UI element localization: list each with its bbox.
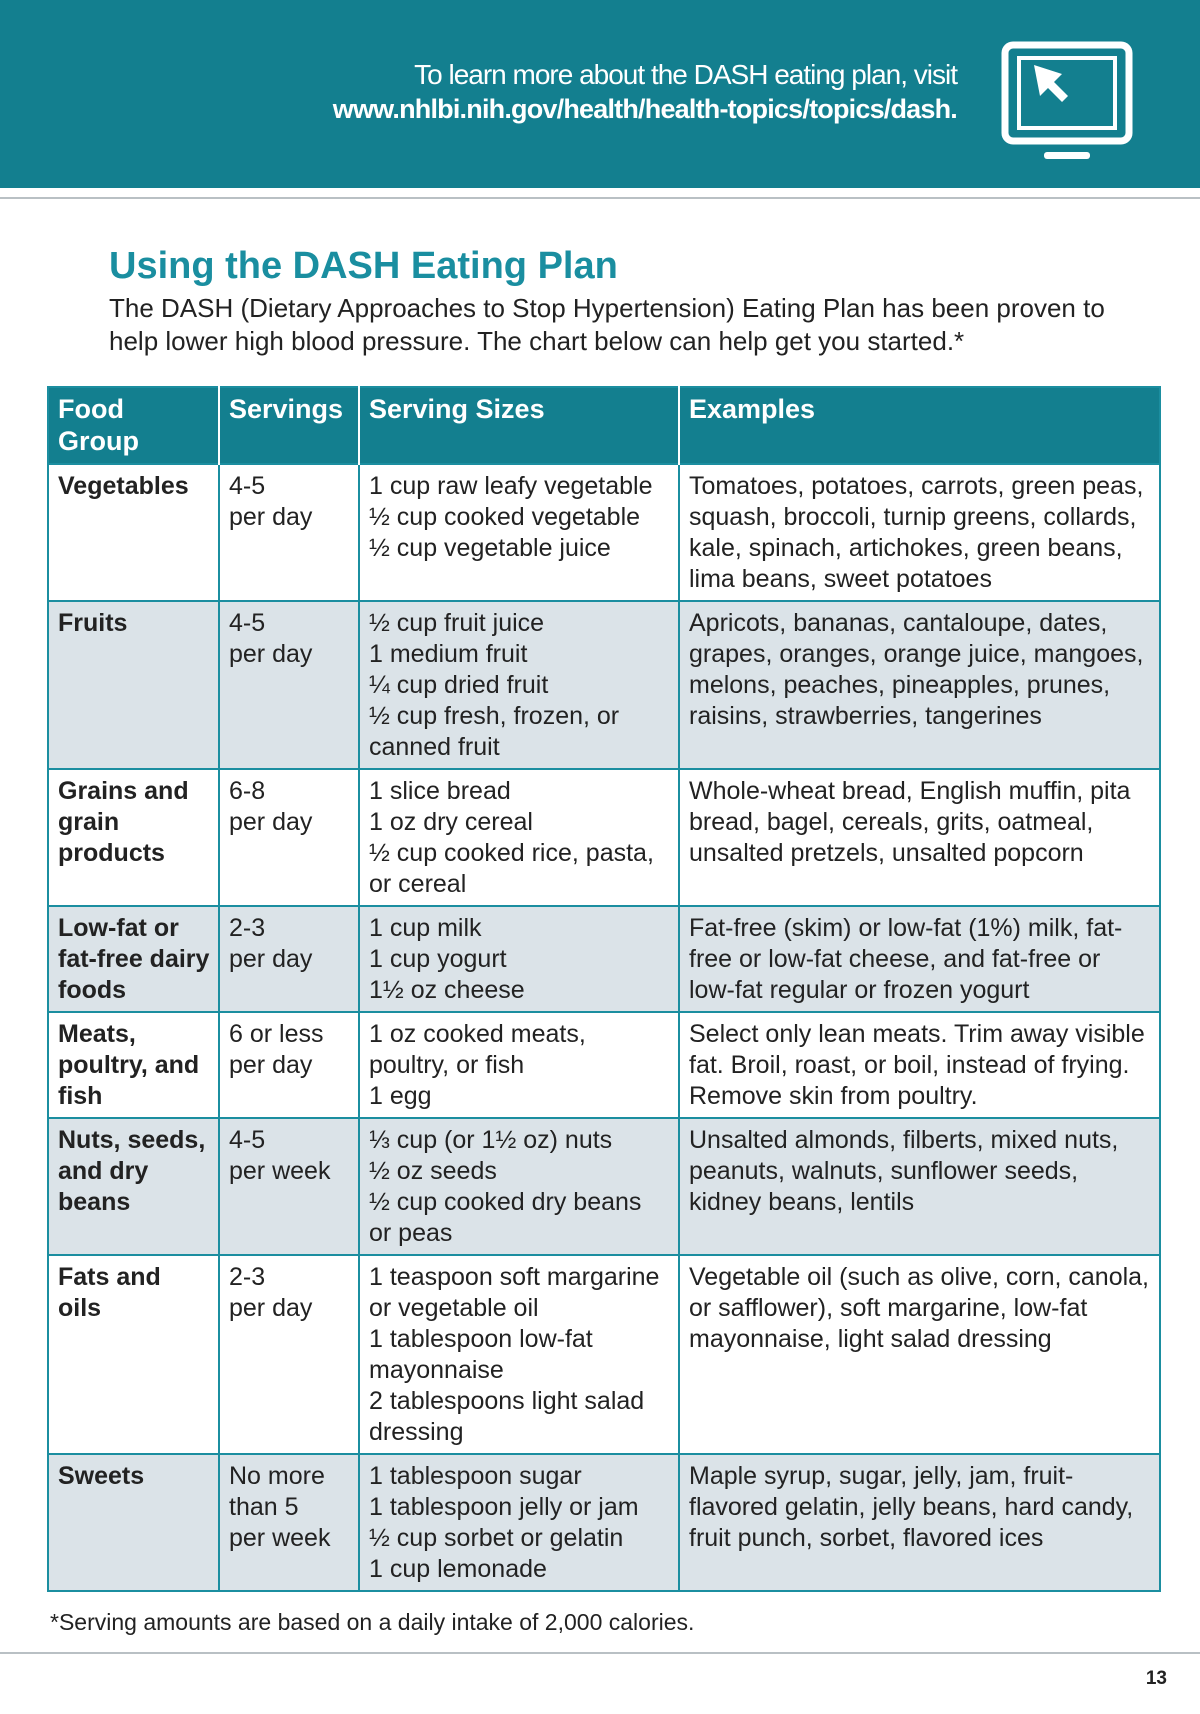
- servings-line: per week: [229, 1524, 331, 1552]
- servings-line: per day: [229, 1294, 313, 1322]
- serving-size-item: 1 tablespoon low-fat mayonnaise: [369, 1325, 593, 1384]
- column-header-servings: Servings: [219, 387, 359, 464]
- serving-size-item: 1 teaspoon soft margarine or vegetable oil: [369, 1263, 660, 1322]
- servings-line: per day: [229, 503, 313, 531]
- servings-cell: [219, 1255, 359, 1454]
- servings-cell: [219, 601, 359, 769]
- serving-size-item: 2 tablespoons light salad dressing: [369, 1387, 645, 1446]
- servings-cell: [219, 1454, 359, 1591]
- food-group-cell: Meats, poultry, and fish: [48, 1012, 219, 1118]
- table-row: [48, 601, 1160, 769]
- header-line-1: To learn more about the DASH eating plan, visit: [414, 59, 957, 90]
- servings-line: 2-3: [229, 914, 266, 942]
- serving-sizes-cell: [359, 1255, 679, 1454]
- servings-line: than 5: [229, 1493, 299, 1521]
- serving-size-item: ½ cup cooked rice, pasta, or cereal: [369, 839, 654, 898]
- food-group-cell: Nuts, seeds, and dry beans: [48, 1118, 219, 1255]
- serving-size-item: 1 cup lemonade: [369, 1555, 547, 1583]
- servings-line: 4-5: [229, 472, 266, 500]
- servings-line: per week: [229, 1157, 331, 1185]
- footer-divider: [0, 1652, 1200, 1654]
- servings-cell: [219, 1012, 359, 1118]
- serving-sizes-cell: [359, 1012, 679, 1118]
- examples-cell: Vegetable oil (such as olive, corn, canola, or safflower), soft margarine, low-fat mayonnaise, light salad dressing: [679, 1255, 1160, 1454]
- examples-cell: Maple syrup, sugar, jelly, jam, fruit-flavored gelatin, jelly beans, hard candy, fruit punch, sorbet, flavored ices: [679, 1454, 1160, 1591]
- header-url-link[interactable]: www.nhlbi.nih.gov/health/health-topics/topics/dash.: [332, 94, 957, 124]
- serving-size-item: ¼ cup dried fruit: [369, 671, 549, 699]
- serving-size-item: 1 slice bread: [369, 777, 511, 805]
- food-group-cell: Low-fat or fat-free dairy foods: [48, 906, 219, 1012]
- examples-cell: Select only lean meats. Trim away visible fat. Broil, roast, or boil, instead of frying. Remove skin from poultry.: [679, 1012, 1160, 1118]
- servings-cell: [219, 1118, 359, 1255]
- servings-line: 4-5: [229, 609, 266, 637]
- servings-line: per day: [229, 945, 313, 973]
- servings-line: 4-5: [229, 1126, 266, 1154]
- serving-size-item: ½ cup cooked vegetable: [369, 503, 641, 531]
- page-title: Using the DASH Eating Plan: [109, 245, 618, 287]
- monitor-cursor-icon: [1000, 40, 1134, 164]
- serving-size-item: 1½ oz cheese: [369, 976, 525, 1004]
- food-group-cell: Vegetables: [48, 464, 219, 601]
- food-group-cell: Sweets: [48, 1454, 219, 1591]
- header-banner: [0, 0, 1200, 188]
- dash-eating-plan-table: [47, 386, 1161, 1592]
- servings-line: per day: [229, 808, 313, 836]
- examples-cell: Whole-wheat bread, English muffin, pita bread, bagel, cereals, grits, oatmeal, unsalted pretzels, unsalted popcorn: [679, 769, 1160, 906]
- examples-cell: Tomatoes, potatoes, carrots, green peas, squash, broccoli, turnip greens, collards, kale, spinach, artichokes, green beans, lima beans, sweet potatoes: [679, 464, 1160, 601]
- table-body: [48, 464, 1160, 1591]
- servings-cell: [219, 464, 359, 601]
- table-row: [48, 1255, 1160, 1454]
- footnote: *Serving amounts are based on a daily intake of 2,000 calories.: [50, 1609, 695, 1635]
- serving-sizes-cell: [359, 906, 679, 1012]
- examples-cell: Apricots, bananas, cantaloupe, dates, grapes, oranges, orange juice, mangoes, melons, peaches, pineapples, prunes, raisins, strawberries, tangerines: [679, 601, 1160, 769]
- serving-size-item: ½ cup fresh, frozen, or canned fruit: [369, 702, 620, 761]
- servings-line: No more: [229, 1462, 325, 1490]
- servings-line: 6-8: [229, 777, 266, 805]
- serving-sizes-cell: [359, 1118, 679, 1255]
- food-group-cell: Fats and oils: [48, 1255, 219, 1454]
- serving-size-item: 1 cup milk: [369, 914, 482, 942]
- servings-line: 2-3: [229, 1263, 266, 1291]
- column-header-food-group: Food Group: [48, 387, 219, 464]
- page-number: 13: [1145, 1668, 1167, 1689]
- serving-sizes-cell: [359, 769, 679, 906]
- table-header-row: [48, 387, 1160, 464]
- serving-size-item: 1 medium fruit: [369, 640, 528, 668]
- serving-size-item: 1 cup yogurt: [369, 945, 507, 973]
- table-row: [48, 1454, 1160, 1591]
- serving-size-item: ½ oz seeds: [369, 1157, 497, 1185]
- header-divider: [0, 197, 1200, 199]
- serving-sizes-cell: [359, 1454, 679, 1591]
- table-row: [48, 464, 1160, 601]
- examples-cell: Unsalted almonds, filberts, mixed nuts, peanuts, walnuts, sunflower seeds, kidney beans, lentils: [679, 1118, 1160, 1255]
- column-header-serving-sizes: Serving Sizes: [359, 387, 679, 464]
- serving-size-item: 1 oz dry cereal: [369, 808, 533, 836]
- serving-size-item: ½ cup fruit juice: [369, 609, 545, 637]
- serving-size-item: 1 tablespoon sugar: [369, 1462, 582, 1490]
- table-row: [48, 1012, 1160, 1118]
- examples-cell: Fat-free (skim) or low-fat (1%) milk, fat-free or low-fat cheese, and fat-free or low-fat regular or frozen yogurt: [679, 906, 1160, 1012]
- servings-line: per day: [229, 640, 313, 668]
- serving-size-item: 1 tablespoon jelly or jam: [369, 1493, 639, 1521]
- servings-line: per day: [229, 1051, 313, 1079]
- serving-size-item: ½ cup cooked dry beans or peas: [369, 1188, 642, 1247]
- serving-size-item: ⅓ cup (or 1½ oz) nuts: [369, 1126, 613, 1154]
- serving-size-item: 1 cup raw leafy vegetable: [369, 472, 653, 500]
- food-group-cell: Fruits: [48, 601, 219, 769]
- servings-cell: [219, 769, 359, 906]
- serving-size-item: 1 oz cooked meats, poultry, or fish: [369, 1020, 586, 1079]
- column-header-examples: Examples: [679, 387, 1160, 464]
- serving-sizes-cell: [359, 464, 679, 601]
- serving-size-item: ½ cup sorbet or gelatin: [369, 1524, 624, 1552]
- servings-cell: [219, 906, 359, 1012]
- serving-size-item: 1 egg: [369, 1082, 432, 1110]
- header-text: [197, 58, 957, 126]
- table-row: [48, 769, 1160, 906]
- servings-line: 6 or less: [229, 1020, 324, 1048]
- serving-sizes-cell: [359, 601, 679, 769]
- food-group-cell: Grains and grain products: [48, 769, 219, 906]
- intro-paragraph: The DASH (Dietary Approaches to Stop Hypertension) Eating Plan has been proven to help lower high blood pressure. The chart below can help get you started.*: [109, 293, 1105, 356]
- table-row: [48, 1118, 1160, 1255]
- serving-size-item: ½ cup vegetable juice: [369, 534, 611, 562]
- table-row: [48, 906, 1160, 1012]
